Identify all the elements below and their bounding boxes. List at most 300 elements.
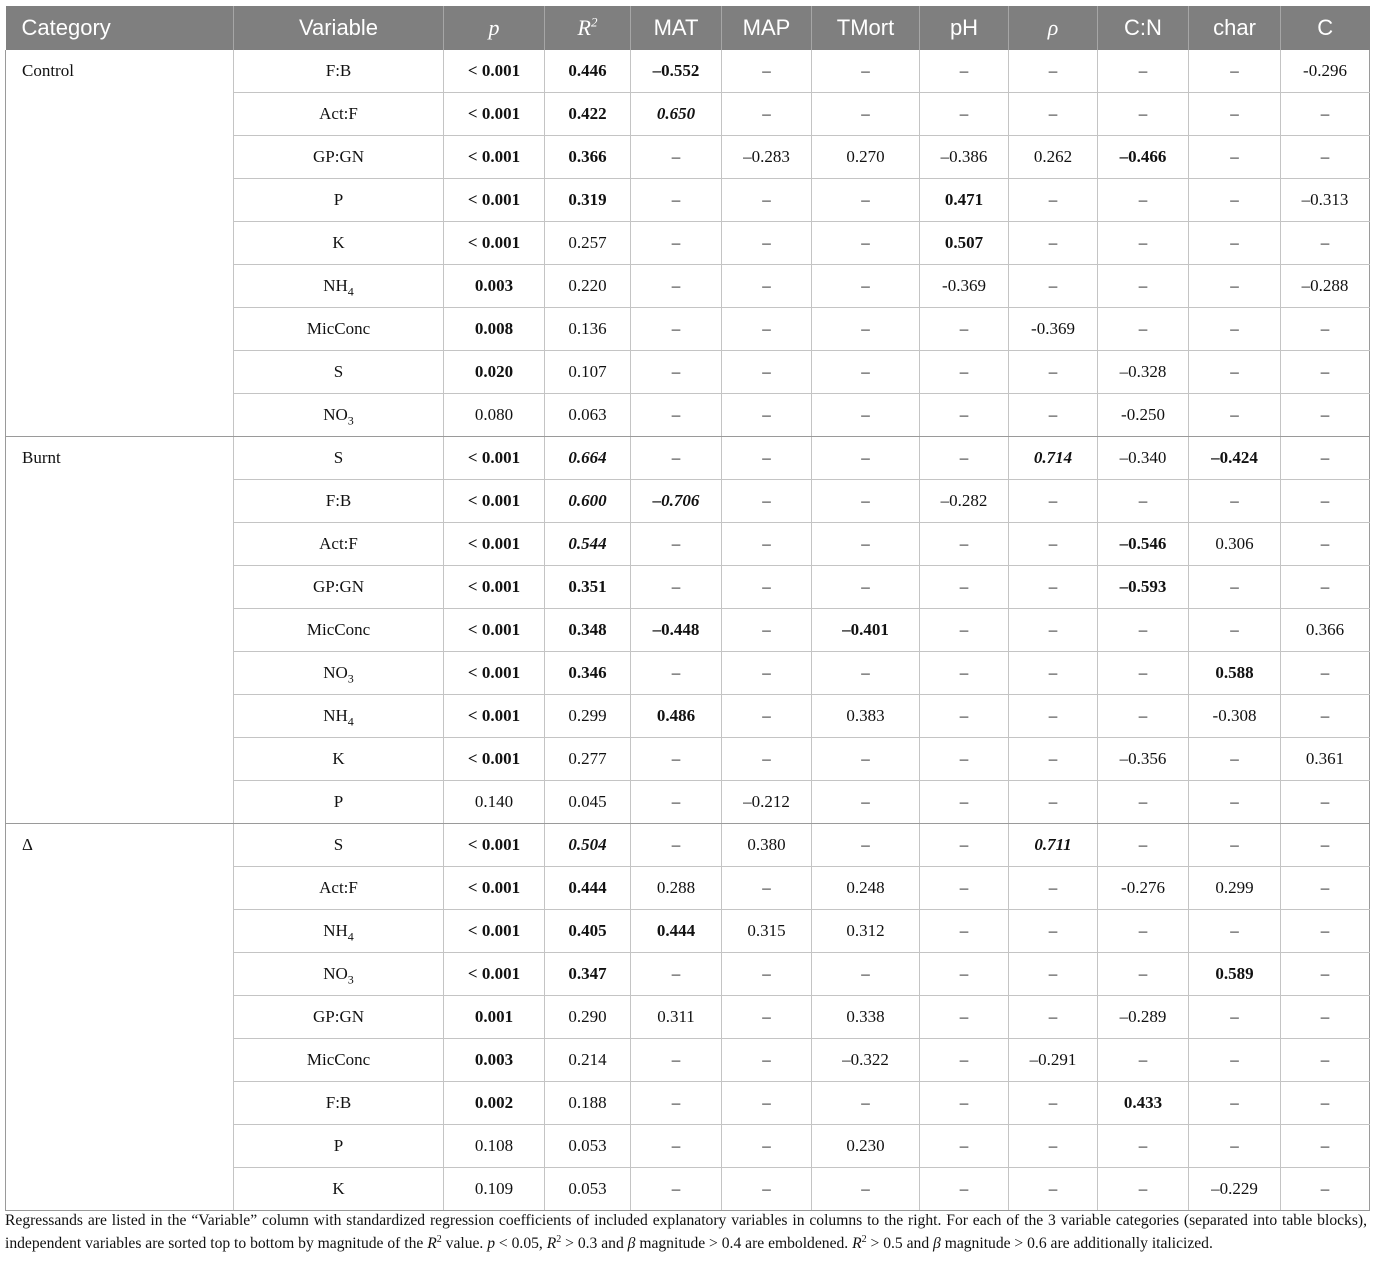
value-cell: – (1098, 824, 1189, 867)
value-cell: 0.053 (545, 1168, 631, 1211)
value-cell: – (812, 652, 920, 695)
value-cell: – (920, 566, 1009, 609)
value-cell: – (1281, 1125, 1370, 1168)
value-cell: – (920, 695, 1009, 738)
value-cell: – (1281, 781, 1370, 824)
value-cell: –0.212 (722, 781, 812, 824)
value-cell: – (920, 996, 1009, 1039)
header-tmort: TMort (812, 6, 920, 50)
value-cell: – (631, 179, 722, 222)
value-cell: 0.315 (722, 910, 812, 953)
value-cell: – (920, 824, 1009, 867)
value-cell: < 0.001 (444, 50, 545, 93)
variable-cell: GP:GN (234, 996, 444, 1039)
value-cell: – (1189, 1082, 1281, 1125)
value-cell: 0.444 (631, 910, 722, 953)
value-cell: < 0.001 (444, 480, 545, 523)
value-cell: –0.424 (1189, 437, 1281, 480)
variable-cell: K (234, 222, 444, 265)
value-cell: 0.109 (444, 1168, 545, 1211)
value-cell: -0.369 (1009, 308, 1098, 351)
value-cell: < 0.001 (444, 222, 545, 265)
value-cell: < 0.001 (444, 93, 545, 136)
header-map: MAP (722, 6, 812, 50)
value-cell: – (1281, 996, 1370, 1039)
variable-cell: MicConc (234, 609, 444, 652)
value-cell: – (631, 738, 722, 781)
value-cell: 0.471 (920, 179, 1009, 222)
variable-cell: GP:GN (234, 566, 444, 609)
value-cell: 0.230 (812, 1125, 920, 1168)
value-cell: – (722, 1082, 812, 1125)
value-cell: – (1009, 523, 1098, 566)
value-cell: 0.299 (545, 695, 631, 738)
value-cell: – (1281, 1039, 1370, 1082)
value-cell: 0.338 (812, 996, 920, 1039)
variable-cell: MicConc (234, 1039, 444, 1082)
value-cell: – (812, 480, 920, 523)
value-cell: – (722, 953, 812, 996)
value-cell: – (920, 652, 1009, 695)
value-cell: – (1189, 93, 1281, 136)
value-cell: – (1281, 351, 1370, 394)
header-char: char (1189, 6, 1281, 50)
variable-cell: $NO_3$ (234, 652, 444, 695)
value-cell: –0.328 (1098, 351, 1189, 394)
value-cell: – (1281, 136, 1370, 179)
value-cell: – (1009, 867, 1098, 910)
value-cell: – (1189, 136, 1281, 179)
value-cell: 0.053 (545, 1125, 631, 1168)
value-cell: –0.289 (1098, 996, 1189, 1039)
value-cell: < 0.001 (444, 695, 545, 738)
value-cell: – (1009, 222, 1098, 265)
value-cell: 0.288 (631, 867, 722, 910)
value-cell: – (722, 437, 812, 480)
value-cell: – (1009, 480, 1098, 523)
table-body (6, 50, 1370, 1211)
value-cell: – (1009, 652, 1098, 695)
value-cell: – (812, 953, 920, 996)
header-rho: ρ (1009, 6, 1098, 50)
value-cell: –0.291 (1009, 1039, 1098, 1082)
value-cell: -0.308 (1189, 695, 1281, 738)
table-container (5, 6, 1369, 1211)
value-cell: – (1281, 1168, 1370, 1211)
table-row (6, 437, 1370, 480)
category-cell: Control (6, 50, 234, 437)
variable-cell: P (234, 781, 444, 824)
value-cell: – (1009, 50, 1098, 93)
value-cell: – (1098, 265, 1189, 308)
variable-cell: $NH_4$ (234, 695, 444, 738)
value-cell: 0.299 (1189, 867, 1281, 910)
value-cell: – (812, 265, 920, 308)
variable-cell: Act:F (234, 93, 444, 136)
value-cell: < 0.001 (444, 910, 545, 953)
value-cell: 0.257 (545, 222, 631, 265)
value-cell: 0.290 (545, 996, 631, 1039)
value-cell: 0.366 (1281, 609, 1370, 652)
value-cell: – (1189, 910, 1281, 953)
value-cell: – (631, 652, 722, 695)
value-cell: – (920, 50, 1009, 93)
variable-cell: K (234, 1168, 444, 1211)
value-cell: – (812, 523, 920, 566)
variable-cell: Act:F (234, 867, 444, 910)
value-cell: – (722, 222, 812, 265)
value-cell: 0.312 (812, 910, 920, 953)
value-cell: 0.214 (545, 1039, 631, 1082)
value-cell: – (920, 781, 1009, 824)
value-cell: – (812, 1168, 920, 1211)
value-cell: < 0.001 (444, 437, 545, 480)
value-cell: 0.486 (631, 695, 722, 738)
header-category: Category (6, 6, 234, 50)
value-cell: 0.507 (920, 222, 1009, 265)
value-cell: – (631, 1039, 722, 1082)
value-cell: 0.544 (545, 523, 631, 566)
header-cn: C:N (1098, 6, 1189, 50)
header-mat: MAT (631, 6, 722, 50)
value-cell: 0.277 (545, 738, 631, 781)
value-cell: – (1009, 566, 1098, 609)
value-cell: – (631, 136, 722, 179)
value-cell: – (1281, 308, 1370, 351)
value-cell: – (1281, 824, 1370, 867)
value-cell: – (812, 308, 920, 351)
value-cell: 0.589 (1189, 953, 1281, 996)
value-cell: –0.706 (631, 480, 722, 523)
header-c: C (1281, 6, 1370, 50)
value-cell: – (920, 910, 1009, 953)
value-cell: – (1281, 480, 1370, 523)
value-cell: 0.422 (545, 93, 631, 136)
value-cell: -0.369 (920, 265, 1009, 308)
value-cell: – (920, 437, 1009, 480)
value-cell: – (722, 480, 812, 523)
variable-cell: $NO_3$ (234, 394, 444, 437)
value-cell: 0.346 (545, 652, 631, 695)
value-cell: 0.045 (545, 781, 631, 824)
value-cell: 0.433 (1098, 1082, 1189, 1125)
value-cell: – (1281, 523, 1370, 566)
category-cell: Δ (6, 824, 234, 1211)
value-cell: – (1098, 781, 1189, 824)
variable-cell: S (234, 824, 444, 867)
variable-cell: S (234, 437, 444, 480)
value-cell: –0.386 (920, 136, 1009, 179)
value-cell: 0.444 (545, 867, 631, 910)
value-cell: – (722, 351, 812, 394)
value-cell: – (722, 1125, 812, 1168)
value-cell: < 0.001 (444, 136, 545, 179)
value-cell: – (722, 394, 812, 437)
value-cell: – (920, 1168, 1009, 1211)
value-cell: 0.361 (1281, 738, 1370, 781)
header-r2: $R^2$ (545, 6, 631, 50)
value-cell: – (722, 523, 812, 566)
variable-cell: S (234, 351, 444, 394)
value-cell: – (722, 566, 812, 609)
value-cell: – (1009, 1168, 1098, 1211)
value-cell: 0.080 (444, 394, 545, 437)
value-cell: – (722, 1168, 812, 1211)
value-cell: – (1009, 93, 1098, 136)
variable-cell: GP:GN (234, 136, 444, 179)
value-cell: – (631, 523, 722, 566)
value-cell: – (920, 394, 1009, 437)
value-cell: – (722, 652, 812, 695)
variable-cell: Act:F (234, 523, 444, 566)
regression-table (5, 6, 1370, 1211)
value-cell: – (812, 824, 920, 867)
value-cell: – (1189, 222, 1281, 265)
value-cell: – (1098, 480, 1189, 523)
value-cell: – (920, 308, 1009, 351)
value-cell: – (722, 265, 812, 308)
value-cell: 0.008 (444, 308, 545, 351)
value-cell: < 0.001 (444, 179, 545, 222)
value-cell: 0.446 (545, 50, 631, 93)
value-cell: – (1009, 695, 1098, 738)
value-cell: –0.313 (1281, 179, 1370, 222)
value-cell: – (1281, 566, 1370, 609)
value-cell: – (1098, 222, 1189, 265)
value-cell: – (812, 1082, 920, 1125)
value-cell: – (1281, 695, 1370, 738)
value-cell: – (631, 437, 722, 480)
value-cell: – (722, 738, 812, 781)
value-cell: 0.003 (444, 1039, 545, 1082)
value-cell: 0.003 (444, 265, 545, 308)
value-cell: – (1009, 781, 1098, 824)
value-cell: – (1281, 652, 1370, 695)
value-cell: – (1009, 738, 1098, 781)
variable-cell: P (234, 179, 444, 222)
value-cell: – (631, 1168, 722, 1211)
value-cell: 0.588 (1189, 652, 1281, 695)
value-cell: – (1281, 1082, 1370, 1125)
value-cell: – (1189, 50, 1281, 93)
value-cell: 0.136 (545, 308, 631, 351)
value-cell: – (1189, 996, 1281, 1039)
value-cell: – (1189, 480, 1281, 523)
value-cell: – (722, 609, 812, 652)
value-cell: – (1098, 93, 1189, 136)
value-cell: -0.250 (1098, 394, 1189, 437)
value-cell: – (722, 996, 812, 1039)
value-cell: – (920, 523, 1009, 566)
value-cell: –0.282 (920, 480, 1009, 523)
value-cell: –0.401 (812, 609, 920, 652)
value-cell: – (631, 1082, 722, 1125)
value-cell: 0.347 (545, 953, 631, 996)
value-cell: – (1189, 566, 1281, 609)
variable-cell: P (234, 1125, 444, 1168)
value-cell: – (722, 1039, 812, 1082)
table-row (6, 824, 1370, 867)
value-cell: – (812, 437, 920, 480)
value-cell: –0.288 (1281, 265, 1370, 308)
value-cell: –0.546 (1098, 523, 1189, 566)
value-cell: – (1189, 351, 1281, 394)
value-cell: – (1189, 824, 1281, 867)
value-cell: – (1009, 179, 1098, 222)
value-cell: 0.380 (722, 824, 812, 867)
value-cell: – (722, 93, 812, 136)
value-cell: 0.600 (545, 480, 631, 523)
value-cell: – (812, 93, 920, 136)
value-cell: – (1009, 394, 1098, 437)
value-cell: – (1009, 996, 1098, 1039)
value-cell: 0.319 (545, 179, 631, 222)
value-cell: 0.351 (545, 566, 631, 609)
value-cell: -0.296 (1281, 50, 1370, 93)
value-cell: – (1009, 351, 1098, 394)
value-cell: – (1009, 1082, 1098, 1125)
value-cell: –0.448 (631, 609, 722, 652)
header-ph: pH (920, 6, 1009, 50)
value-cell: 0.108 (444, 1125, 545, 1168)
value-cell: – (1281, 867, 1370, 910)
value-cell: 0.220 (545, 265, 631, 308)
value-cell: –0.229 (1189, 1168, 1281, 1211)
value-cell: – (1189, 308, 1281, 351)
variable-cell: $NO_3$ (234, 953, 444, 996)
value-cell: –0.466 (1098, 136, 1189, 179)
value-cell: – (1281, 394, 1370, 437)
header-row (6, 6, 1370, 50)
value-cell: < 0.001 (444, 867, 545, 910)
value-cell: -0.276 (1098, 867, 1189, 910)
value-cell: – (631, 824, 722, 867)
value-cell: 0.248 (812, 867, 920, 910)
value-cell: – (920, 1039, 1009, 1082)
value-cell: –0.593 (1098, 566, 1189, 609)
value-cell: –0.552 (631, 50, 722, 93)
variable-cell: $NH_4$ (234, 265, 444, 308)
value-cell: – (1189, 1125, 1281, 1168)
value-cell: – (722, 308, 812, 351)
value-cell: 0.348 (545, 609, 631, 652)
value-cell: – (631, 566, 722, 609)
variable-cell: MicConc (234, 308, 444, 351)
value-cell: 0.714 (1009, 437, 1098, 480)
value-cell: < 0.001 (444, 738, 545, 781)
value-cell: – (812, 222, 920, 265)
value-cell: – (1189, 265, 1281, 308)
value-cell: 0.002 (444, 1082, 545, 1125)
value-cell: – (812, 738, 920, 781)
table-caption: Regressands are listed in the “Variable” column with standardized regression coefficients of included explanatory variables in columns to the right. For each of the 3 variable categories (separated into table blocks), independent variables are sorted top to bottom by magnitude of the $R^2$ value. p < 0.05, $R^2 > 0.3$ and β magnitude > 0.4 are emboldened. $R^2 > 0.5$ and β magnitude > 0.6 are additionally italicized. (5, 1212, 1367, 1252)
value-cell: – (1009, 910, 1098, 953)
value-cell: 0.650 (631, 93, 722, 136)
value-cell: 0.107 (545, 351, 631, 394)
value-cell: – (1189, 179, 1281, 222)
value-cell: – (1098, 1125, 1189, 1168)
value-cell: – (920, 1082, 1009, 1125)
value-cell: 0.366 (545, 136, 631, 179)
value-cell: – (1098, 652, 1189, 695)
value-cell: – (1098, 609, 1189, 652)
value-cell: – (812, 351, 920, 394)
value-cell: < 0.001 (444, 609, 545, 652)
value-cell: – (631, 1125, 722, 1168)
value-cell: – (1098, 910, 1189, 953)
value-cell: – (722, 695, 812, 738)
value-cell: – (1189, 738, 1281, 781)
value-cell: – (920, 609, 1009, 652)
value-cell: – (631, 308, 722, 351)
value-cell: 0.306 (1189, 523, 1281, 566)
value-cell: – (1098, 1168, 1189, 1211)
value-cell: 0.140 (444, 781, 545, 824)
value-cell: – (920, 351, 1009, 394)
value-cell: – (1098, 1039, 1189, 1082)
value-cell: – (812, 394, 920, 437)
value-cell: 0.063 (545, 394, 631, 437)
value-cell: – (812, 50, 920, 93)
value-cell: < 0.001 (444, 953, 545, 996)
value-cell: – (1189, 394, 1281, 437)
value-cell: 0.383 (812, 695, 920, 738)
value-cell: – (1098, 953, 1189, 996)
variable-cell: F:B (234, 50, 444, 93)
value-cell: – (920, 953, 1009, 996)
value-cell: –0.322 (812, 1039, 920, 1082)
value-cell: – (631, 222, 722, 265)
value-cell: – (1281, 93, 1370, 136)
variable-cell: F:B (234, 480, 444, 523)
value-cell: – (631, 953, 722, 996)
value-cell: 0.020 (444, 351, 545, 394)
value-cell: – (1281, 437, 1370, 480)
value-cell: < 0.001 (444, 652, 545, 695)
value-cell: < 0.001 (444, 824, 545, 867)
value-cell: < 0.001 (444, 523, 545, 566)
value-cell: – (1098, 50, 1189, 93)
value-cell: < 0.001 (444, 566, 545, 609)
value-cell: – (812, 179, 920, 222)
value-cell: – (722, 50, 812, 93)
value-cell: 0.405 (545, 910, 631, 953)
table-row (6, 50, 1370, 93)
value-cell: 0.311 (631, 996, 722, 1039)
value-cell: – (920, 867, 1009, 910)
variable-cell: F:B (234, 1082, 444, 1125)
value-cell: –0.283 (722, 136, 812, 179)
value-cell: – (1189, 609, 1281, 652)
value-cell: – (1009, 265, 1098, 308)
value-cell: – (1281, 953, 1370, 996)
value-cell: – (631, 265, 722, 308)
value-cell: 0.711 (1009, 824, 1098, 867)
value-cell: 0.262 (1009, 136, 1098, 179)
value-cell: 0.188 (545, 1082, 631, 1125)
value-cell: 0.664 (545, 437, 631, 480)
value-cell: – (631, 351, 722, 394)
value-cell: – (1009, 609, 1098, 652)
value-cell: – (920, 1125, 1009, 1168)
value-cell: 0.504 (545, 824, 631, 867)
variable-cell: K (234, 738, 444, 781)
value-cell: – (1281, 222, 1370, 265)
value-cell: – (1009, 953, 1098, 996)
value-cell: – (920, 93, 1009, 136)
value-cell: – (631, 781, 722, 824)
value-cell: – (722, 867, 812, 910)
